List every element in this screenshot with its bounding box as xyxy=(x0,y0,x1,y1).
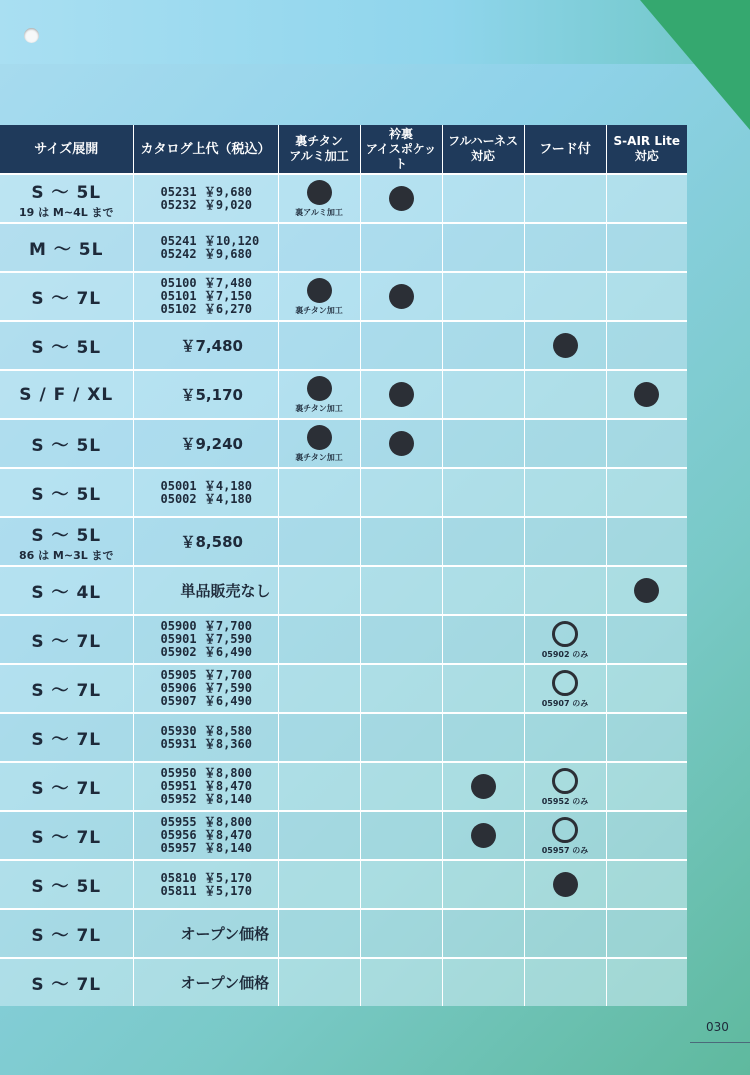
open-circle-icon xyxy=(552,768,578,794)
harness-cell xyxy=(442,419,524,468)
price-line: 05950 ￥8,800 xyxy=(160,766,252,780)
price-cell xyxy=(133,272,278,321)
table-row xyxy=(0,370,687,419)
harness-cell xyxy=(442,713,524,762)
size-cell xyxy=(0,664,133,713)
price-cell xyxy=(133,664,278,713)
header-band xyxy=(0,0,750,64)
collar-cell xyxy=(360,321,442,370)
mark-note: 05907 のみ xyxy=(541,698,589,708)
open-circle-icon xyxy=(552,817,578,843)
size-range: S ～ 7L xyxy=(31,975,102,995)
lining-cell xyxy=(278,321,360,370)
filled-circle-icon xyxy=(471,823,496,848)
lining-cell xyxy=(278,174,360,223)
size-cell xyxy=(0,419,133,468)
size-cell xyxy=(0,762,133,811)
header-collar xyxy=(360,125,442,174)
size-note: 86 は M~3L まで xyxy=(18,548,114,562)
price-cell xyxy=(133,860,278,909)
header-lining-label: 裏チタン アルミ加工 xyxy=(289,134,349,163)
collar-cell xyxy=(360,174,442,223)
filled-circle-icon xyxy=(307,180,332,205)
header-size-label: サイズ展開 xyxy=(34,141,99,157)
mark-note: 裏アルミ加工 xyxy=(295,208,343,217)
size-cell xyxy=(0,370,133,419)
table-row xyxy=(0,860,687,909)
size-range: S ～ 5L xyxy=(31,436,102,456)
filled-circle-icon xyxy=(634,578,659,603)
hood-cell xyxy=(524,468,606,517)
price-cell xyxy=(133,615,278,664)
collar-cell xyxy=(360,223,442,272)
header-hood-label: フード付 xyxy=(539,141,591,157)
filled-circle-icon xyxy=(389,284,414,309)
hood-cell xyxy=(524,272,606,321)
hood-cell xyxy=(524,321,606,370)
size-range: S ～ 5L xyxy=(31,182,102,203)
header-sair xyxy=(606,125,687,174)
mark-note: 05957 のみ xyxy=(541,845,589,855)
harness-cell xyxy=(442,468,524,517)
size-range: S ～ 7L xyxy=(31,730,102,750)
header-size xyxy=(0,125,133,174)
harness-cell xyxy=(442,566,524,615)
lining-cell xyxy=(278,272,360,321)
hood-cell xyxy=(524,223,606,272)
table-row xyxy=(0,321,687,370)
price-line: 05002 ￥4,180 xyxy=(160,491,252,506)
sair-cell xyxy=(606,370,687,419)
filled-circle-icon xyxy=(389,186,414,211)
filled-circle-icon xyxy=(471,774,496,799)
hood-cell xyxy=(524,566,606,615)
mark-note: 裏チタン加工 xyxy=(295,453,343,462)
price-line: 05906 ￥7,590 xyxy=(160,681,252,695)
hood-cell xyxy=(524,174,606,223)
sair-cell xyxy=(606,272,687,321)
price-line: 05900 ￥7,700 xyxy=(160,619,252,633)
price-single: ￥7,480 xyxy=(180,337,243,355)
price-line: 05242 ￥9,680 xyxy=(160,246,252,261)
harness-cell xyxy=(442,223,524,272)
binder-hole xyxy=(24,28,39,43)
hood-cell xyxy=(524,713,606,762)
collar-cell xyxy=(360,517,442,566)
harness-cell xyxy=(442,811,524,860)
collar-cell xyxy=(360,468,442,517)
price-line: 05952 ￥8,140 xyxy=(160,792,252,806)
size-cell xyxy=(0,223,133,272)
price-single: オープン価格 xyxy=(180,974,270,992)
size-range: S ～ 7L xyxy=(31,779,102,799)
hood-cell xyxy=(524,615,606,664)
price-line: 05231 ￥9,680 xyxy=(160,184,252,199)
hood-cell xyxy=(524,958,606,1006)
collar-cell xyxy=(360,909,442,958)
header-price-label: カタログ上代（税込） xyxy=(140,141,271,157)
harness-cell xyxy=(442,664,524,713)
lining-cell xyxy=(278,811,360,860)
size-cell xyxy=(0,272,133,321)
table-row xyxy=(0,664,687,713)
price-single: ￥5,170 xyxy=(180,386,243,404)
table-row xyxy=(0,223,687,272)
price-cell xyxy=(133,370,278,419)
lining-cell xyxy=(278,664,360,713)
price-cell xyxy=(133,223,278,272)
collar-cell xyxy=(360,762,442,811)
lining-cell xyxy=(278,958,360,1006)
price-cell xyxy=(133,811,278,860)
lining-cell xyxy=(278,419,360,468)
lining-cell xyxy=(278,615,360,664)
price-cell xyxy=(133,713,278,762)
open-circle-icon xyxy=(552,670,578,696)
price-line: 05810 ￥5,170 xyxy=(160,870,252,885)
price-cell xyxy=(133,517,278,566)
size-range: S ～ 5L xyxy=(31,525,102,546)
harness-cell xyxy=(442,860,524,909)
collar-cell xyxy=(360,615,442,664)
size-cell xyxy=(0,468,133,517)
size-range: S ～ 5L xyxy=(31,338,102,358)
price-line: 05951 ￥8,470 xyxy=(160,779,252,793)
price-single: オープン価格 xyxy=(180,925,270,943)
table-row xyxy=(0,517,687,566)
mark-note: 05952 のみ xyxy=(541,796,589,806)
price-cell xyxy=(133,909,278,958)
size-range: S ～ 7L xyxy=(31,828,102,848)
size-cell xyxy=(0,811,133,860)
size-cell xyxy=(0,909,133,958)
size-range: S ～ 7L xyxy=(31,926,102,946)
table-row xyxy=(0,419,687,468)
price-line: 05955 ￥8,800 xyxy=(160,815,252,829)
size-cell xyxy=(0,615,133,664)
spec-table-wrapper xyxy=(0,125,687,1006)
price-line: 05931 ￥8,360 xyxy=(160,736,252,751)
harness-cell xyxy=(442,958,524,1006)
sair-cell xyxy=(606,321,687,370)
size-range: S ～ 5L xyxy=(31,877,102,897)
hood-cell xyxy=(524,517,606,566)
table-row xyxy=(0,615,687,664)
lining-cell xyxy=(278,762,360,811)
price-line: 05001 ￥4,180 xyxy=(160,478,252,493)
size-cell xyxy=(0,174,133,223)
sair-cell xyxy=(606,713,687,762)
collar-cell xyxy=(360,664,442,713)
size-range: M ～ 5L xyxy=(29,240,104,260)
price-line: 05905 ￥7,700 xyxy=(160,668,252,682)
harness-cell xyxy=(442,321,524,370)
price-cell xyxy=(133,419,278,468)
harness-cell xyxy=(442,174,524,223)
header-harness xyxy=(442,125,524,174)
harness-cell xyxy=(442,370,524,419)
price-cell xyxy=(133,566,278,615)
sair-cell xyxy=(606,811,687,860)
lining-cell xyxy=(278,468,360,517)
harness-cell xyxy=(442,762,524,811)
hood-cell xyxy=(524,860,606,909)
lining-cell xyxy=(278,909,360,958)
table-row xyxy=(0,909,687,958)
table-header-row xyxy=(0,125,687,174)
collar-cell xyxy=(360,419,442,468)
price-line: 05100 ￥7,480 xyxy=(160,276,252,290)
size-cell xyxy=(0,321,133,370)
price-cell xyxy=(133,174,278,223)
lining-cell xyxy=(278,517,360,566)
filled-circle-icon xyxy=(307,425,332,450)
collar-cell xyxy=(360,811,442,860)
filled-circle-icon xyxy=(307,278,332,303)
size-cell xyxy=(0,566,133,615)
hood-cell xyxy=(524,664,606,713)
sair-cell xyxy=(606,517,687,566)
hood-cell xyxy=(524,811,606,860)
size-cell xyxy=(0,713,133,762)
sair-cell xyxy=(606,615,687,664)
price-cell xyxy=(133,958,278,1006)
filled-circle-icon xyxy=(307,376,332,401)
price-cell xyxy=(133,321,278,370)
price-cell xyxy=(133,468,278,517)
filled-circle-icon xyxy=(634,382,659,407)
lining-cell xyxy=(278,370,360,419)
collar-cell xyxy=(360,860,442,909)
page-number-rule xyxy=(690,1042,750,1043)
size-range: S ～ 7L xyxy=(31,681,102,701)
table-row xyxy=(0,762,687,811)
table-row xyxy=(0,566,687,615)
filled-circle-icon xyxy=(553,333,578,358)
table-row xyxy=(0,958,687,1006)
price-single: ￥8,580 xyxy=(180,533,243,551)
price-line: 05811 ￥5,170 xyxy=(160,883,252,898)
size-note: 19 は M~4L まで xyxy=(18,205,114,219)
header-sair-label: S-AIR Lite 対応 xyxy=(613,134,680,163)
header-collar-label: 衿裏 アイスポケット xyxy=(365,126,437,171)
sair-cell xyxy=(606,468,687,517)
size-range: S / F / XL xyxy=(19,384,114,405)
harness-cell xyxy=(442,615,524,664)
size-range: S ～ 7L xyxy=(31,632,102,652)
lining-cell xyxy=(278,860,360,909)
size-range: S ～ 4L xyxy=(31,583,102,603)
table-row xyxy=(0,272,687,321)
price-line: 05907 ￥6,490 xyxy=(160,694,252,708)
sair-cell xyxy=(606,860,687,909)
price-line: 05232 ￥9,020 xyxy=(160,197,252,212)
harness-cell xyxy=(442,909,524,958)
price-single: 単品販売なし xyxy=(180,582,271,600)
collar-cell xyxy=(360,370,442,419)
hood-cell xyxy=(524,370,606,419)
size-cell xyxy=(0,958,133,1006)
sair-cell xyxy=(606,419,687,468)
filled-circle-icon xyxy=(553,872,578,897)
lining-cell xyxy=(278,713,360,762)
table-body xyxy=(0,174,687,1006)
sair-cell xyxy=(606,223,687,272)
collar-cell xyxy=(360,713,442,762)
sair-cell xyxy=(606,762,687,811)
size-cell xyxy=(0,517,133,566)
hood-cell xyxy=(524,762,606,811)
hood-cell xyxy=(524,909,606,958)
sair-cell xyxy=(606,909,687,958)
sair-cell xyxy=(606,566,687,615)
table-row xyxy=(0,468,687,517)
price-line: 05930 ￥8,580 xyxy=(160,723,252,738)
spec-table xyxy=(0,125,687,1006)
harness-cell xyxy=(442,517,524,566)
price-line: 05101 ￥7,150 xyxy=(160,289,252,303)
sair-cell xyxy=(606,664,687,713)
collar-cell xyxy=(360,958,442,1006)
mark-note: 05902 のみ xyxy=(541,649,589,659)
header-hood xyxy=(524,125,606,174)
corner-accent xyxy=(640,0,750,130)
sair-cell xyxy=(606,958,687,1006)
filled-circle-icon xyxy=(389,382,414,407)
header-lining xyxy=(278,125,360,174)
table-row xyxy=(0,174,687,223)
size-range: S ～ 5L xyxy=(31,485,102,505)
hood-cell xyxy=(524,419,606,468)
price-line: 05102 ￥6,270 xyxy=(160,302,252,316)
mark-note: 裏チタン加工 xyxy=(295,404,343,413)
price-cell xyxy=(133,762,278,811)
size-range: S ～ 7L xyxy=(31,289,102,309)
header-harness-label: フルハーネス 対応 xyxy=(447,134,519,163)
collar-cell xyxy=(360,566,442,615)
page-number: 030 xyxy=(706,1020,729,1034)
price-line: 05241 ￥10,120 xyxy=(160,233,260,248)
lining-cell xyxy=(278,566,360,615)
filled-circle-icon xyxy=(389,431,414,456)
price-line: 05902 ￥6,490 xyxy=(160,645,252,659)
open-circle-icon xyxy=(552,621,578,647)
lining-cell xyxy=(278,223,360,272)
mark-note: 裏チタン加工 xyxy=(295,306,343,315)
price-line: 05956 ￥8,470 xyxy=(160,828,252,842)
table-row xyxy=(0,713,687,762)
collar-cell xyxy=(360,272,442,321)
price-line: 05957 ￥8,140 xyxy=(160,841,252,855)
sair-cell xyxy=(606,174,687,223)
table-row xyxy=(0,811,687,860)
price-line: 05901 ￥7,590 xyxy=(160,632,252,646)
size-cell xyxy=(0,860,133,909)
harness-cell xyxy=(442,272,524,321)
header-price xyxy=(133,125,278,174)
price-single: ￥9,240 xyxy=(180,435,243,453)
